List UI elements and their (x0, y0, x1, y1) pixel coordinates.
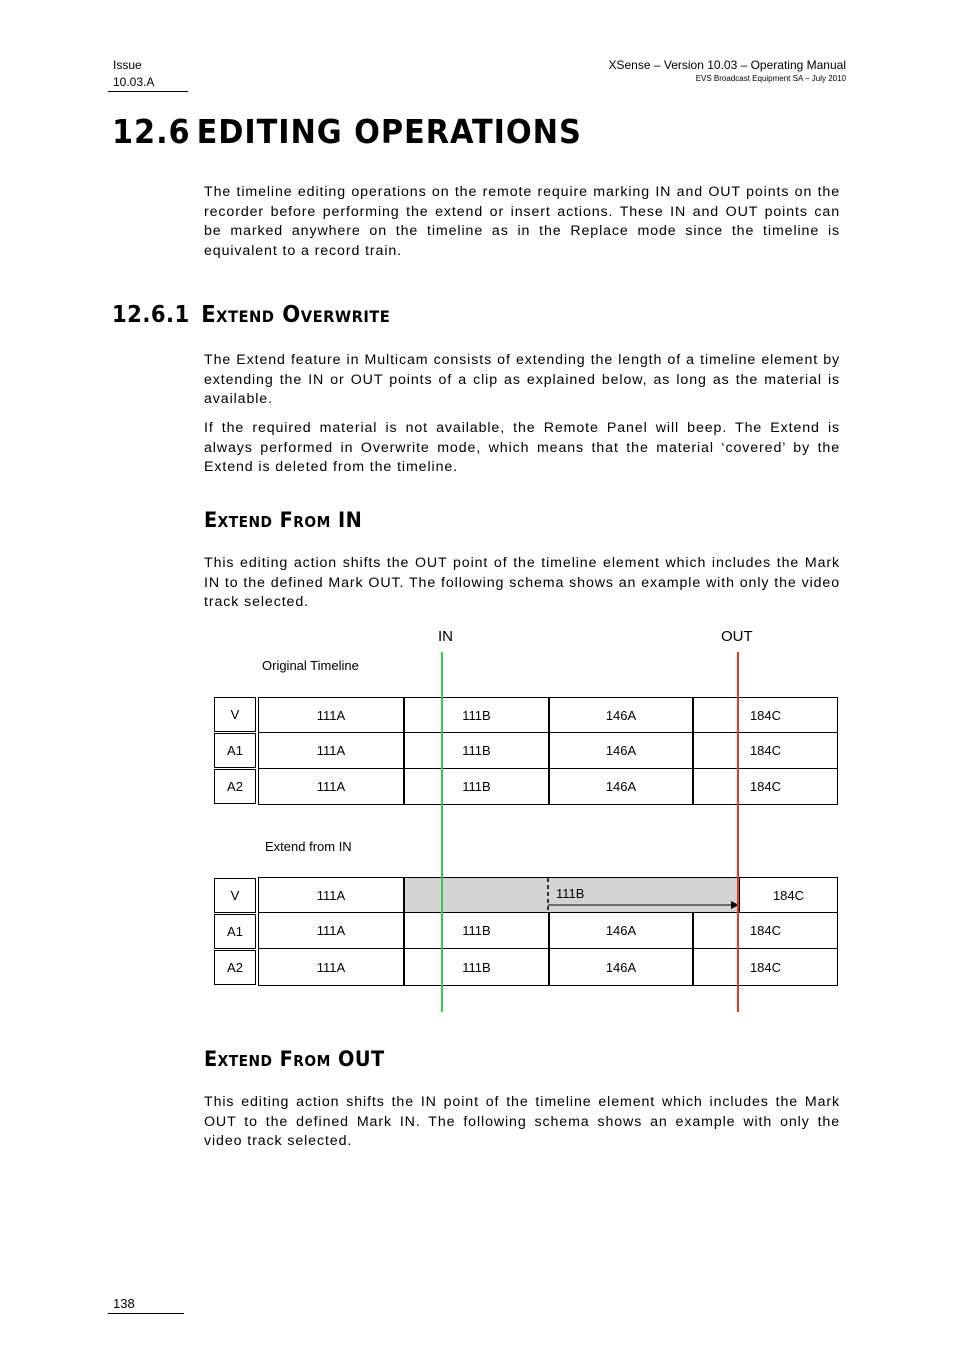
extend-from-in-caption: Extend from IN (265, 839, 352, 854)
section-intro: The timeline editing operations on the remote require marking IN and OUT points on the recorder before performing the extend or insert actions. These IN and OUT points can be marked anywhere on the timeline as in the Replace mode since the timeline is equivalent to a record train. (204, 184, 840, 259)
extend-from-out-keyword: OUT (337, 1047, 385, 1071)
clip-111b: 111B (404, 948, 549, 986)
clip-111b: 111B (404, 697, 549, 733)
clip-184c: 184C (693, 912, 838, 949)
out-marker-line (737, 652, 739, 1012)
document-subtitle: EVS Broadcast Equipment SA – July 2010 (695, 74, 846, 83)
subsection-number: 12.6.1 (112, 302, 190, 328)
clip-146a: 146A (549, 768, 693, 805)
clip-111a: 111A (258, 768, 404, 805)
issue-label: Issue (113, 58, 142, 72)
subsection-para-1: The Extend feature in Multicam consists of extending the length of a timeline element by extending the IN or OUT points of a clip as explained below, as long as the material is available. (204, 352, 840, 407)
extend-from-in-heading (204, 508, 362, 532)
clip-184c: 184C (693, 732, 838, 769)
clip-146a: 146A (549, 732, 693, 769)
clip-111b: 111B (404, 912, 549, 949)
subsection-para-2: If the required material is not available, the Remote Panel will beep. The Extend is always performed in Overwrite mode, which means that the material ‘covered’ by the Extend is deleted from the timeline. (204, 420, 840, 475)
clip-184c: 184C (693, 768, 838, 805)
extend-from-in-title: Extend From (204, 508, 331, 532)
clip-111a: 111A (258, 697, 404, 733)
clip-111a: 111A (258, 732, 404, 769)
extend-from-out-para: This editing action shifts the IN point of the timeline element which includes the Mark OUT to the defined Mark IN. The following schema shows an example with only the video track selected. (204, 1094, 840, 1149)
track-label-v: V (214, 697, 256, 732)
clip-146a: 146A (549, 697, 693, 733)
section-title: EDITING OPERATIONS (196, 112, 582, 151)
clip-111b: 111B (404, 732, 549, 769)
extend-from-in-para: This editing action shifts the OUT point of the timeline element which includes the Mark IN to the defined Mark OUT. The following schema shows an example with only the video track selected. (204, 555, 840, 610)
extended-clip-111b-label: 111B (556, 886, 585, 901)
track-label-v: V (214, 878, 256, 913)
page-number: 138 (113, 1296, 135, 1311)
clip-111a: 111A (258, 877, 404, 913)
extend-from-out-title: Extend From (204, 1047, 331, 1071)
subsection-title: Extend Overwrite (201, 302, 391, 328)
extend-arrow-icon (540, 876, 745, 916)
in-marker-line (441, 652, 443, 1012)
document-title: XSense – Version 10.03 – Operating Manual (608, 58, 846, 72)
track-label-a2: A2 (214, 950, 256, 985)
clip-146a: 146A (549, 948, 693, 986)
extend-from-in-keyword: IN (337, 508, 363, 532)
out-marker-label: OUT (721, 628, 753, 645)
track-label-a1: A1 (214, 914, 256, 949)
clip-111a: 111A (258, 948, 404, 986)
track-label-a2: A2 (214, 769, 256, 804)
footer-rule (108, 1313, 184, 1314)
original-timeline-caption: Original Timeline (262, 658, 359, 673)
clip-184c: 184C (693, 697, 838, 733)
clip-111a: 111A (258, 912, 404, 949)
in-marker-label: IN (438, 628, 453, 645)
section-heading (112, 112, 582, 151)
clip-184c: 184C (739, 877, 838, 913)
clip-111b: 111B (404, 768, 549, 805)
clip-146a: 146A (549, 912, 693, 949)
clip-184c: 184C (693, 948, 838, 986)
issue-number: 10.03.A (113, 75, 155, 89)
subsection-heading (112, 302, 390, 328)
track-label-a1: A1 (214, 733, 256, 768)
section-number: 12.6 (112, 112, 191, 151)
extend-from-out-heading (204, 1047, 385, 1071)
header-rule (108, 91, 188, 92)
